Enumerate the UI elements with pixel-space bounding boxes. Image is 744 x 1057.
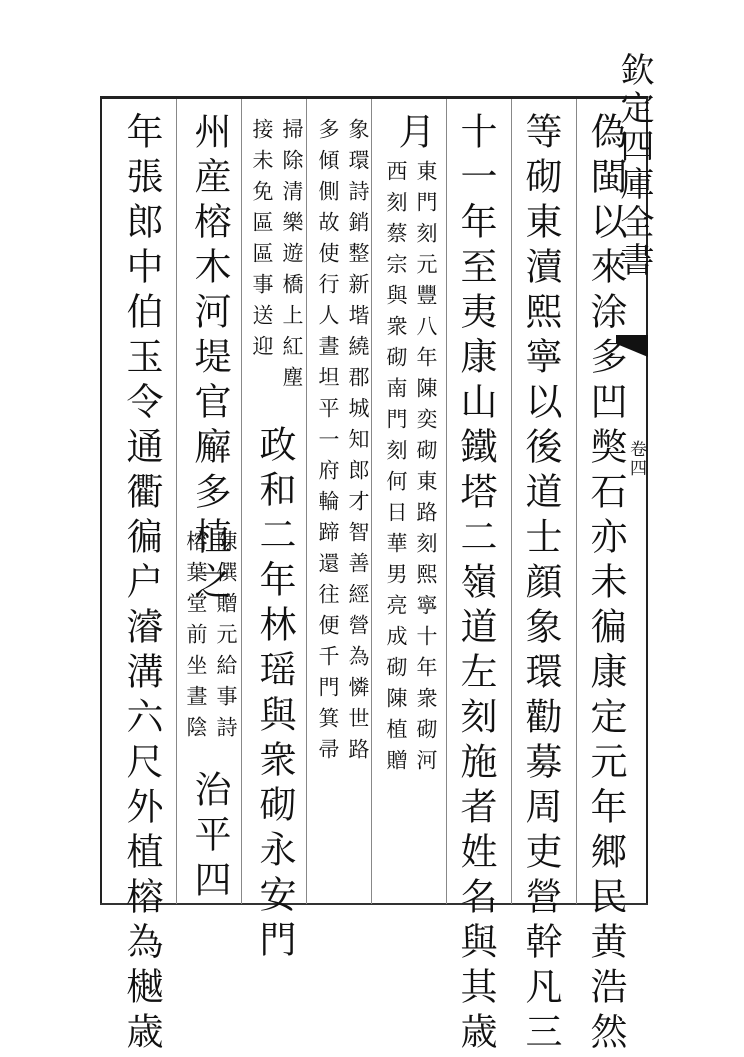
text-column-7-tail: 治平四 [188, 770, 231, 905]
annotation-column-5a: 象環詩銷整新堦繞郡城知郎才智善經營為憐世路 [346, 118, 370, 769]
column-rule [176, 99, 177, 904]
frame-top-border [100, 96, 648, 99]
text-column-7-main: 州産榕木河堤官廨多植之 [188, 112, 231, 607]
annotation-column-4a: 東門刻元豐八年陳奕砌東路刻熙寧十年衆砌河 [414, 160, 438, 780]
column-rule [306, 99, 307, 904]
text-column-6-tail: 政和二年林瑶與衆砌永安門 [253, 425, 296, 965]
volume-label: 卷四 [626, 440, 646, 478]
annotation-column-5b: 多傾側故使行人晝坦平一府輪蹄還往便千門箕帚 [316, 118, 340, 769]
text-column-2: 等砌東瀆熙寧以後道士顔象環勸募周吏營幹凡三 [519, 112, 562, 1057]
text-column-3: 十一年至夷康山鐵塔二嶺道左刻施者姓名與其歳 [454, 112, 497, 1057]
annotation-column-6b: 接未免區區事送迎 [250, 118, 274, 366]
text-column-8: 年張郎中伯玉令通衢徧户濬溝六尺外植榕為樾歳 [120, 112, 163, 1057]
annotation-column-7a: 陳僎贈元給事詩 [214, 530, 238, 747]
annotation-column-4b: 西刻蔡宗與衆砌南門刻何日華男亮成砌陳植贈 [384, 160, 408, 780]
column-rule [446, 99, 447, 904]
column-rule [371, 99, 372, 904]
frame-left-border [100, 96, 102, 904]
column-rule [241, 99, 242, 904]
annotation-column-7b: 榕葉堂前坐晝陰 [184, 530, 208, 747]
column-rule [511, 99, 512, 904]
text-column-4-main: 月 [392, 112, 435, 157]
column-rule [576, 99, 577, 904]
text-column-1: 偽閩以來涂多凹獘石亦未徧康定元年郷民黄浩然 [584, 112, 627, 1057]
frame-bottom-border [100, 903, 648, 905]
annotation-column-6a: 掃除清樂遊橋上紅塵 [280, 118, 304, 397]
book-title: 欽定四庫全書 [614, 52, 654, 280]
